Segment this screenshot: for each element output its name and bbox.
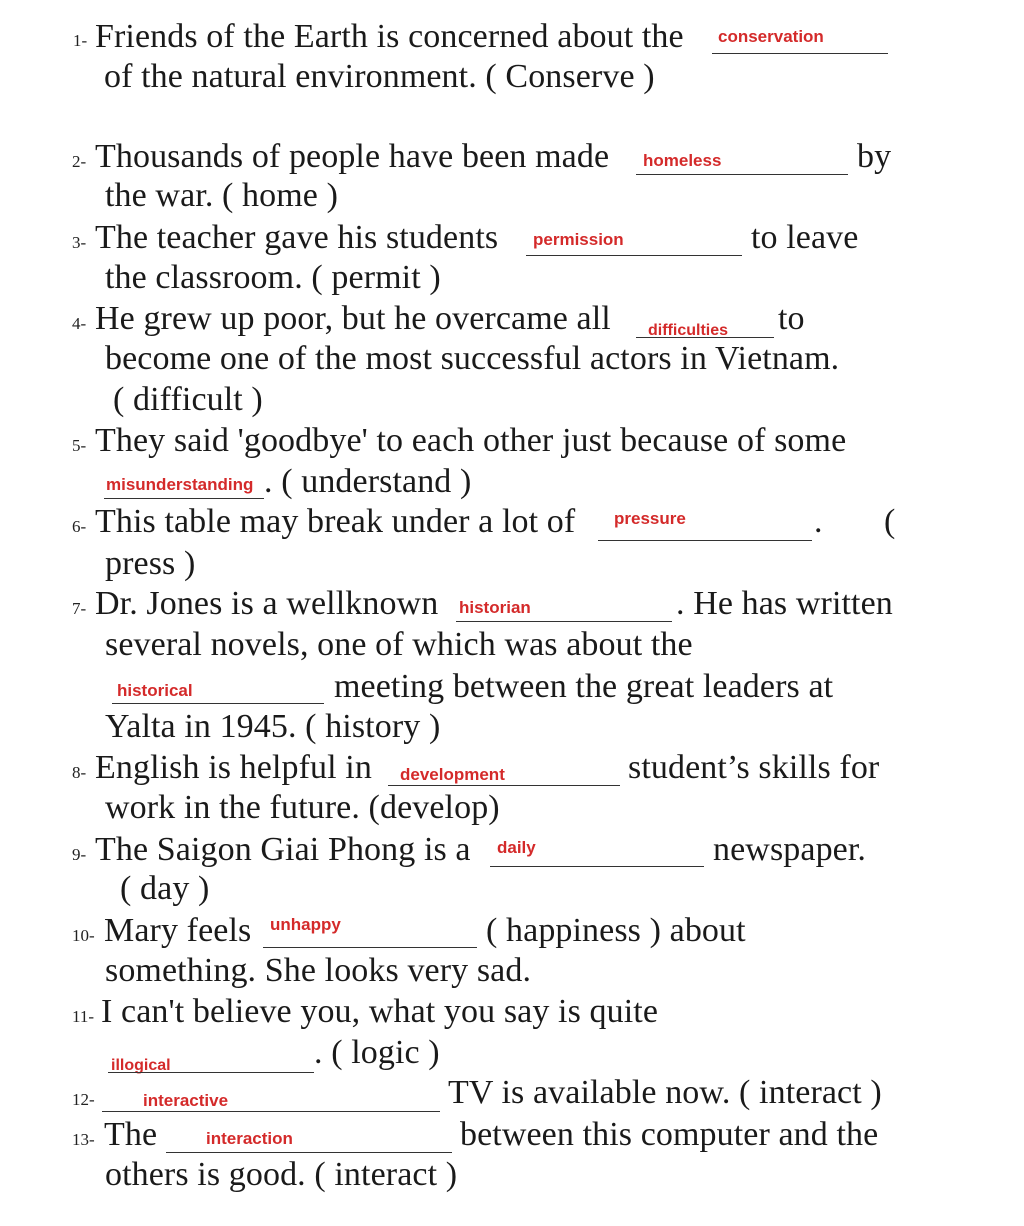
answer-blank[interactable]: [712, 53, 888, 54]
answer-blank[interactable]: [598, 540, 812, 541]
answer-blank[interactable]: [636, 174, 848, 175]
sentence-text: They said 'goodbye' to each other just because of some: [95, 422, 847, 459]
sentence-text: meeting between the great leaders at: [334, 668, 834, 705]
sentence-text: This table may break under a lot of: [95, 503, 576, 540]
answer-blank[interactable]: [263, 947, 477, 948]
answer-text: permission: [533, 230, 624, 249]
sentence-text: become one of the most successful actors in Vietnam.: [105, 340, 840, 377]
sentence-text: of the natural environment. ( Conserve ): [104, 58, 655, 95]
answer-text: difficulties: [648, 322, 729, 339]
sentence-text: I can't believe you, what you say is quite: [101, 993, 659, 1030]
sentence-text: the classroom. ( permit ): [105, 259, 441, 296]
answer-text: historical: [117, 681, 193, 700]
item-number: 7-: [72, 599, 87, 618]
sentence-text: . He has written: [676, 585, 893, 622]
item-number: 9-: [72, 845, 87, 864]
item-number: 8-: [72, 763, 87, 782]
sentence-text: the war. ( home ): [105, 177, 339, 214]
sentence-text: to: [778, 300, 805, 337]
sentence-text: press ): [105, 545, 196, 582]
item-number: 1-: [73, 31, 88, 50]
answer-blank[interactable]: [456, 621, 672, 622]
answer-blank[interactable]: [104, 498, 264, 499]
sentence-text: TV is available now. ( interact ): [448, 1074, 882, 1111]
sentence-text: (: [884, 503, 896, 540]
item-number: 6-: [72, 517, 87, 536]
sentence-text: ( happiness ) about: [486, 912, 746, 949]
sentence-text: others is good. ( interact ): [105, 1156, 458, 1193]
sentence-text: ( difficult ): [113, 381, 263, 418]
sentence-text: student’s skills for: [628, 749, 880, 786]
sentence-text: English is helpful in: [95, 749, 372, 786]
item-number: 4-: [72, 314, 87, 333]
item-number: 11-: [72, 1007, 95, 1026]
item-number: 13-: [72, 1130, 95, 1149]
sentence-text: by: [857, 138, 892, 175]
sentence-text: between this computer and the: [460, 1116, 879, 1153]
answer-text: interactive: [143, 1091, 229, 1110]
sentence-text: The Saigon Giai Phong is a: [95, 831, 471, 868]
sentence-text: The: [104, 1116, 158, 1153]
sentence-text: several novels, one of which was about the: [105, 626, 693, 663]
answer-text: historian: [459, 598, 531, 617]
sentence-text: He grew up poor, but he overcame all: [95, 300, 611, 337]
sentence-text: Friends of the Earth is concerned about the: [95, 18, 684, 55]
answer-blank[interactable]: [166, 1152, 452, 1153]
answer-text: daily: [497, 838, 536, 857]
answer-text: pressure: [614, 509, 686, 528]
answer-blank[interactable]: [108, 1072, 314, 1073]
answer-blank[interactable]: [526, 255, 742, 256]
item-number: 12-: [72, 1090, 95, 1109]
answer-blank[interactable]: [636, 337, 774, 338]
item-number: 5-: [72, 436, 87, 455]
sentence-text: .: [814, 503, 823, 540]
item-number: 3-: [72, 233, 87, 252]
answer-text: unhappy: [270, 915, 341, 934]
sentence-text: Yalta in 1945. ( history ): [105, 708, 441, 745]
sentence-text: newspaper.: [713, 831, 867, 868]
item-number: 2-: [72, 152, 87, 171]
sentence-text: to leave: [751, 219, 859, 256]
answer-text: illogical: [111, 1057, 171, 1074]
sentence-text: Thousands of people have been made: [95, 138, 610, 175]
sentence-text: . ( understand ): [264, 463, 472, 500]
answer-text: development: [400, 765, 505, 784]
answer-blank[interactable]: [112, 703, 324, 704]
sentence-text: . ( logic ): [314, 1034, 440, 1071]
sentence-text: Dr. Jones is a wellknown: [95, 585, 439, 622]
sentence-text: something. She looks very sad.: [105, 952, 532, 989]
answer-text: homeless: [643, 151, 722, 170]
sentence-text: Mary feels: [104, 912, 252, 949]
sentence-text: work in the future. (develop): [105, 789, 500, 826]
answer-blank[interactable]: [490, 866, 704, 867]
sentence-text: The teacher gave his students: [95, 219, 499, 256]
answer-text: misunderstanding: [106, 475, 254, 494]
item-number: 10-: [72, 926, 95, 945]
sentence-text: ( day ): [120, 870, 210, 907]
answer-text: interaction: [206, 1129, 293, 1148]
answer-blank[interactable]: [102, 1111, 440, 1112]
answer-text: conservation: [718, 27, 824, 46]
answer-blank[interactable]: [388, 785, 620, 786]
